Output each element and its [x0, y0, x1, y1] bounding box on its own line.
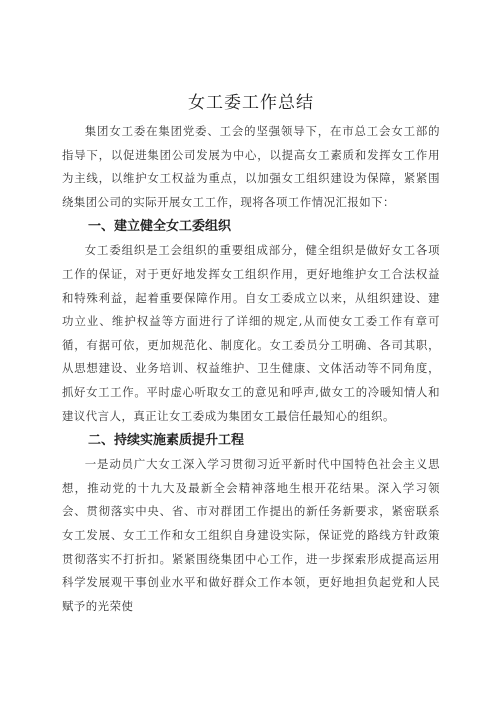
- document-content: [62, 92, 440, 618]
- section-paragraph-2: 一是动员广大女工深入学习贯彻习近平新时代中国特色社会主义思想，推动党的十九大及最新全会精神落地生根开花结果。深入学习领会、贯彻落实中央、省、市对群团工作提出的新任务新要求，紧密联系女工发展、女工工作和女工组织自身建设实际，保证党的路线方针政策贯彻落实不打折扣。紧紧围绕集团中心工作，进一步探索形成提高运用科学发展观干事创业水平和做好群众工作本领，更好地担负起党和人民赋予的光荣使: [62, 457, 440, 613]
- section-heading-1: 一、建立健全女工委组织: [88, 219, 232, 235]
- document-title: 女工委工作总结: [188, 93, 314, 113]
- intro-paragraph: 集团女工委在集团党委、工会的坚强领导下，在市总工会女工部的指导下，以促进集团公司发展为中心，以提高女工素质和发挥女工作用为主线，以维护女工权益为重点，以加强女工组织建设为保障，紧紧围绕集团公司的实际开展女工工作，现将各项工作情况汇报如下：: [62, 124, 440, 209]
- section-paragraph-1: 女工委组织是工会组织的重要组成部分，健全组织是做好女工各项工作的保证，对于更好地发挥女工组织作用，更好地维护女工合法权益和特殊利益，起着重要保障作用。自女工委成立以来，从组织建设、建功立业、维护权益等方面进行了详细的规定,从而使女工委工作有章可循，有据可依，更加规范化、制度化。女工委员分工明确、各司其职，从思想建设、业务培训、权益维护、卫生健康、文体活动等不同角度，抓好女工工作。平时虚心听取女工的意见和呼声,做女工的冷暖知情人和建议代言人，真正让女工委成为集团女工最信任最知心的组织。: [62, 243, 440, 423]
- section-heading-2: 二、持续实施素质提升工程: [88, 433, 245, 449]
